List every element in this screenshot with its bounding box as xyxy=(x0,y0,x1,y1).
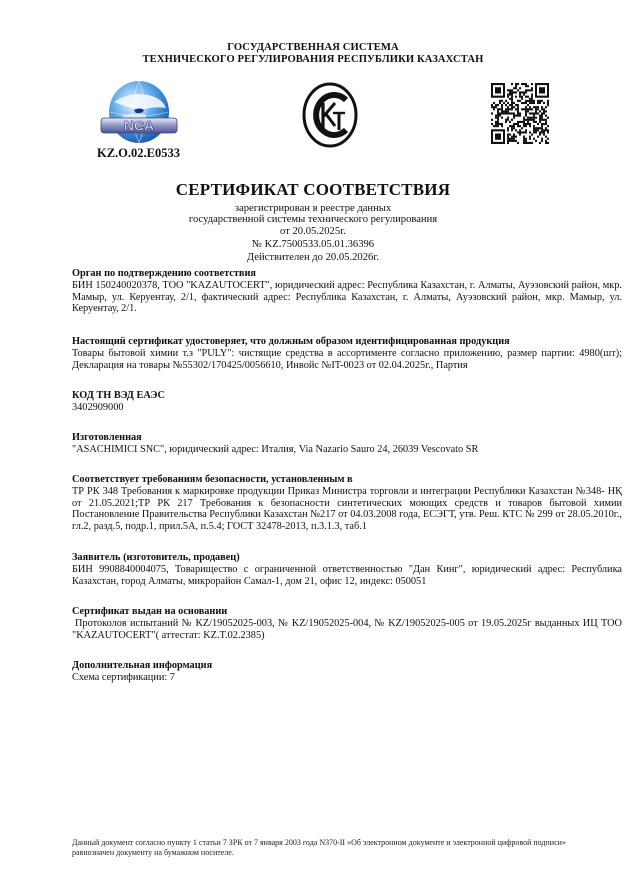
nca-logo-text: NCA xyxy=(123,117,155,134)
nca-logo xyxy=(98,80,180,146)
section-product xyxy=(72,336,622,371)
section-additional-info xyxy=(72,660,622,684)
section-heading: Сертификат выдан на основании xyxy=(72,606,228,617)
section-heading: Заявитель (изготовитель, продавец) xyxy=(72,552,240,563)
section-heading: Соответствует требованиям безопасности, установленным в xyxy=(72,474,353,485)
certificate-title: СЕРТИФИКАТ СООТВЕТСТВИЯ xyxy=(175,180,451,199)
section-text: 3402909000 xyxy=(72,402,124,413)
kt-mark-icon xyxy=(302,82,358,148)
nca-code: KZ.O.02.E0533 xyxy=(97,146,180,160)
registered-line-2: государственной системы технического регулирования xyxy=(188,214,438,225)
section-heading: Дополнительная информация xyxy=(72,660,213,671)
certificate-number: № KZ.7500533.05.01.36396 xyxy=(251,239,375,250)
section-text: Схема сертификации: 7 xyxy=(72,672,175,683)
section-basis xyxy=(72,606,622,641)
nca-globe-icon xyxy=(98,80,180,146)
section-safety-requirements xyxy=(72,474,622,532)
header-line-2: ТЕХНИЧЕСКОГО РЕГУЛИРОВАНИЯ РЕСПУБЛИКИ КАЗАХСТАН xyxy=(142,54,484,65)
section-hs-code xyxy=(72,390,622,414)
footer-legal-note: Данный документ согласно пункту 1 статьи 7 ЗРК от 7 января 2003 года N370-II «Об электронном документе и электронной цифровой подписи» равнозначен документу на бумажном носителе. xyxy=(72,838,566,857)
qr-code-icon xyxy=(491,83,549,144)
section-text: ТР РК 348 Требования к маркировке продукции Приказ Министра торговли и интеграции Республики Казахстан №348- НҚ от 21.05.2021;ТР РК 217 Требования к безопасности синтетических моющих средств и товаров бытовой химии Постановление Правительства Республики Казахстан №217 от 04.03.2008 года, ЕСЭГТ, утв. Реш. КТС № 299 от 28.05.2010г., гл.2, разд.5, подр.1, прил.5А, п.5.4; ГОСТ 32478-2013, п.3.1.3, таб.1 xyxy=(72,486,622,532)
section-heading: Настоящий сертификат удостоверяет, что должным образом идентифицированная продукция xyxy=(72,336,510,347)
section-applicant xyxy=(72,552,622,587)
section-text: Протоколов испытаний № KZ/19052025-003, № KZ/19052025-004, № KZ/19052025-005 от 19.05.2025г выданных ИЦ ТОО "KAZAUTOCERT"( аттестат: KZ.T.02.2385) xyxy=(72,618,622,641)
section-heading: Орган по подтверждению соответствия xyxy=(72,268,256,279)
section-text: "ASACHIMICI SNC", юридический адрес: Италия, Via Nazario Sauro 24, 26039 Vescovato SR xyxy=(72,444,479,455)
section-heading: Изготовленная xyxy=(72,432,142,443)
kt-conformity-mark xyxy=(302,82,358,148)
section-manufacturer xyxy=(72,432,622,456)
qr-code xyxy=(491,83,549,144)
registered-line-1: зарегистрирован в реестре данных xyxy=(234,203,392,214)
header-line-1: ГОСУДАРСТВЕННАЯ СИСТЕМА xyxy=(227,42,399,53)
section-text: Товары бытовой химии т.з "PULY": чистящие средства в ассортименте согласно приложению, размер партии: 4980(шт); Декларация на товары №55302/170425/0056610, Инвойс №IT-0023 от 02.04.2025г., Партия xyxy=(72,348,622,371)
valid-until: Действителен до 20.05.2026г. xyxy=(246,252,380,263)
section-heading: КОД ТН ВЭД ЕАЭС xyxy=(72,390,165,401)
section-text: БИН 150240020378, ТОО "KAZAUTOCERT", юридический адрес: Республика Казахстан, г. Алматы, Ауэзовский район, мкр. Мамыр, ул. Керуентау, 2/1, фактический адрес: Республика Казахстан, г. Алматы, Ауэзовский район, мкр. Мамыр, ул. Керуентау, 2/1. xyxy=(72,280,622,314)
certificate-date: от 20.05.2025г. xyxy=(280,226,346,237)
section-text: БИН 9908840004075, Товарищество с ограниченной ответственностью "Дан Кинг", юридический адрес: Республика Казахстан, город Алматы, микрорайон Самал-1, дом 21, офис 12, индекс: 050051 xyxy=(72,564,622,587)
section-certification-body xyxy=(72,268,622,315)
